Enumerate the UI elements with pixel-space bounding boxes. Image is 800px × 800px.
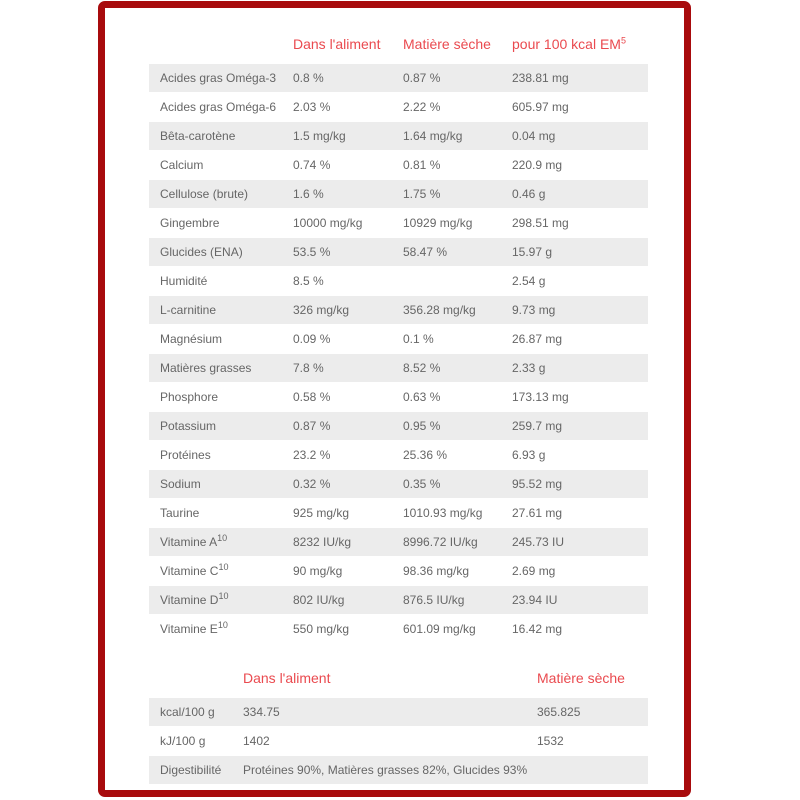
value-per-100kcal: 9.73 mg: [512, 296, 648, 325]
row-label: Humidité: [149, 267, 293, 296]
row-label: Sodium: [149, 470, 293, 499]
value-dry-matter: 601.09 mg/kg: [403, 615, 512, 644]
table-row: [149, 64, 648, 93]
row-label: Taurine: [149, 499, 293, 528]
row-label: kJ/100 g: [149, 727, 243, 756]
table-row: [149, 756, 648, 785]
col-header-per-100kcal: [512, 24, 648, 64]
value-per-100kcal: 605.97 mg: [512, 93, 648, 122]
value-in-food: 550 mg/kg: [293, 615, 403, 644]
value-per-100kcal: 0.46 g: [512, 180, 648, 209]
value-in-food: 0.8 %: [293, 64, 403, 93]
row-label: Vitamine $A^{10}$: [149, 528, 293, 557]
energy-table: [149, 658, 648, 785]
table-row: [149, 267, 648, 296]
value-in-food: 7.8 %: [293, 354, 403, 383]
value-in-food: 0.32 %: [293, 470, 403, 499]
value-dry-matter: 98.36 mg/kg: [403, 557, 512, 586]
value-in-food: 326 mg/kg: [293, 296, 403, 325]
row-label: Bêta-carotène: [149, 122, 293, 151]
value-dry-matter: 365.825: [537, 698, 648, 727]
value-per-100kcal: 2.69 mg: [512, 557, 648, 586]
table-row: [149, 698, 648, 727]
row-label: Protéines: [149, 441, 293, 470]
analysis-header-row: [149, 24, 648, 64]
table-row: [149, 615, 648, 644]
value-dry-matter: 0.95 %: [403, 412, 512, 441]
value-dry-matter: [537, 756, 648, 785]
value-per-100kcal: 2.33 g: [512, 354, 648, 383]
row-label: Potassium: [149, 412, 293, 441]
value-in-food: 8.5 %: [293, 267, 403, 296]
value-in-food: Protéines 90%, Matières grasses 82%, Glucides 93%: [243, 756, 537, 785]
value-in-food: 53.5 %: [293, 238, 403, 267]
value-per-100kcal: 16.42 mg: [512, 615, 648, 644]
col-header-blank: [149, 658, 243, 698]
value-in-food: 334.75: [243, 698, 537, 727]
value-dry-matter: 25.36 %: [403, 441, 512, 470]
value-dry-matter: 10929 mg/kg: [403, 209, 512, 238]
row-label: Gingembre: [149, 209, 293, 238]
value-in-food: 1402: [243, 727, 537, 756]
value-dry-matter: 0.35 %: [403, 470, 512, 499]
value-per-100kcal: 0.04 mg: [512, 122, 648, 151]
footnote-ref-5: 5: [620, 35, 626, 46]
value-in-food: 10000 mg/kg: [293, 209, 403, 238]
value-in-food: 8232 IU/kg: [293, 528, 403, 557]
value-dry-matter: 8996.72 IU/kg: [403, 528, 512, 557]
table-row: [149, 180, 648, 209]
nutrition-content: [105, 8, 684, 785]
analysis-table-body: [149, 64, 648, 644]
table-row: [149, 93, 648, 122]
value-in-food: 0.58 %: [293, 383, 403, 412]
value-in-food: 2.03 %: [293, 93, 403, 122]
value-in-food: 1.6 %: [293, 180, 403, 209]
value-per-100kcal: 6.93 g: [512, 441, 648, 470]
row-label: kcal/100 g: [149, 698, 243, 727]
row-label: Magnésium: [149, 325, 293, 354]
value-dry-matter: 8.52 %: [403, 354, 512, 383]
nutrition-panel: [98, 1, 691, 797]
table-row: [149, 238, 648, 267]
row-label: L-carnitine: [149, 296, 293, 325]
table-row: [149, 586, 648, 615]
row-label: Acides gras Oméga-3: [149, 64, 293, 93]
value-in-food: 925 mg/kg: [293, 499, 403, 528]
row-label: Phosphore: [149, 383, 293, 412]
table-row: [149, 209, 648, 238]
table-row: [149, 499, 648, 528]
table-row: [149, 325, 648, 354]
table-row: [149, 151, 648, 180]
value-in-food: 0.87 %: [293, 412, 403, 441]
table-row: [149, 557, 648, 586]
value-dry-matter: 1010.93 mg/kg: [403, 499, 512, 528]
table-row: [149, 122, 648, 151]
value-in-food: 1.5 mg/kg: [293, 122, 403, 151]
value-dry-matter: 0.63 %: [403, 383, 512, 412]
value-dry-matter: 1.75 %: [403, 180, 512, 209]
value-per-100kcal: 238.81 mg: [512, 64, 648, 93]
value-per-100kcal: 173.13 mg: [512, 383, 648, 412]
value-in-food: 0.74 %: [293, 151, 403, 180]
row-label: Cellulose (brute): [149, 180, 293, 209]
col-header-blank: [149, 24, 293, 64]
value-in-food: 90 mg/kg: [293, 557, 403, 586]
table-row: [149, 354, 648, 383]
value-dry-matter: 1.64 mg/kg: [403, 122, 512, 151]
value-per-100kcal: 259.7 mg: [512, 412, 648, 441]
row-label: Calcium: [149, 151, 293, 180]
value-per-100kcal: 95.52 mg: [512, 470, 648, 499]
row-label: Glucides (ENA): [149, 238, 293, 267]
table-row: [149, 470, 648, 499]
table-row: [149, 296, 648, 325]
value-in-food: 23.2 %: [293, 441, 403, 470]
table-row: [149, 441, 648, 470]
row-label: Vitamine $E^{10}$: [149, 615, 293, 644]
value-dry-matter: 356.28 mg/kg: [403, 296, 512, 325]
row-label: Vitamine $D^{10}$: [149, 586, 293, 615]
value-dry-matter: 58.47 %: [403, 238, 512, 267]
value-per-100kcal: 27.61 mg: [512, 499, 648, 528]
analysis-table: [149, 24, 648, 644]
value-in-food: 0.09 %: [293, 325, 403, 354]
row-label: Matières grasses: [149, 354, 293, 383]
value-per-100kcal: 220.9 mg: [512, 151, 648, 180]
value-dry-matter: [403, 267, 512, 296]
value-dry-matter: 0.1 %: [403, 325, 512, 354]
value-per-100kcal: 2.54 g: [512, 267, 648, 296]
value-dry-matter: 876.5 IU/kg: [403, 586, 512, 615]
value-per-100kcal: 298.51 mg: [512, 209, 648, 238]
col-header-in-food: Dans l'aliment: [293, 36, 381, 52]
value-per-100kcal: 15.97 g: [512, 238, 648, 267]
col-header-in-food: Dans l'aliment: [243, 670, 331, 686]
table-row: [149, 727, 648, 756]
value-dry-matter: 1532: [537, 727, 648, 756]
row-label: Digestibilité: [149, 756, 243, 785]
row-label: Vitamine $C^{10}$: [149, 557, 293, 586]
col-header-dry-matter: Matière sèche: [403, 36, 491, 52]
value-per-100kcal: 23.94 IU: [512, 586, 648, 615]
table-row: [149, 383, 648, 412]
col-header-per-100kcal-text: pour 100 kcal EM: [512, 36, 621, 52]
value-dry-matter: 0.87 %: [403, 64, 512, 93]
value-per-100kcal: 26.87 mg: [512, 325, 648, 354]
energy-header-row: [149, 658, 648, 698]
value-dry-matter: 2.22 %: [403, 93, 512, 122]
value-per-100kcal: 245.73 IU: [512, 528, 648, 557]
energy-table-body: [149, 698, 648, 785]
col-header-dry-matter: Matière sèche: [537, 670, 625, 686]
value-dry-matter: 0.81 %: [403, 151, 512, 180]
table-row: [149, 528, 648, 557]
value-in-food: 802 IU/kg: [293, 586, 403, 615]
table-row: [149, 412, 648, 441]
row-label: Acides gras Oméga-6: [149, 93, 293, 122]
